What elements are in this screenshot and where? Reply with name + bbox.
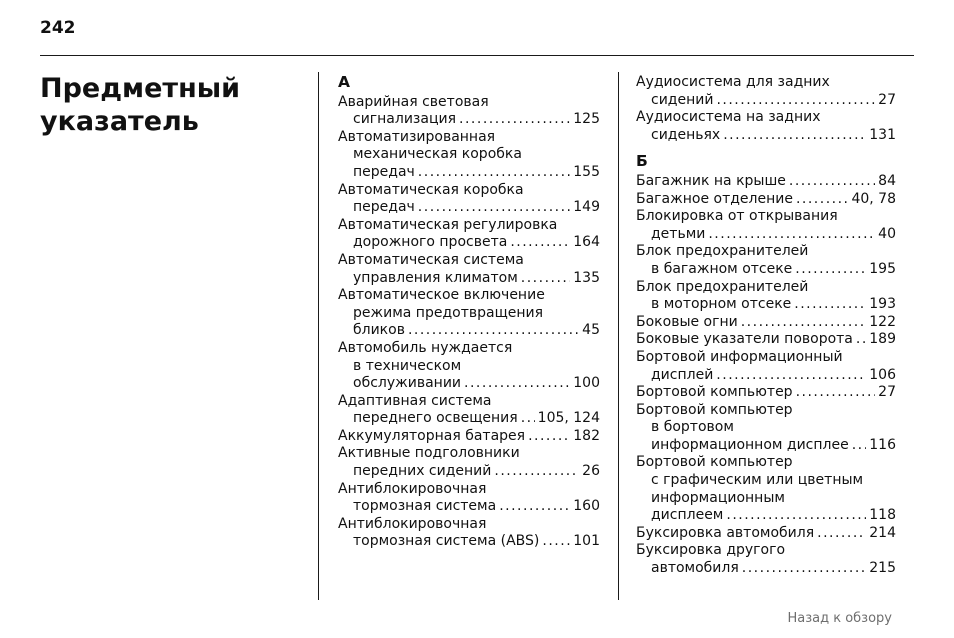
entry-page-ref: 84 xyxy=(878,172,896,189)
entry-leader-line xyxy=(636,525,896,543)
entry-page-ref: 182 xyxy=(573,427,600,444)
entry-page-ref: 164 xyxy=(573,234,600,251)
entry-text-line: Аварийная световая xyxy=(338,93,489,110)
entry-page-ref: 135 xyxy=(573,269,600,286)
index-entry xyxy=(636,525,896,543)
entry-page-ref: 193 xyxy=(869,296,896,313)
entry-text: сиденьях xyxy=(651,126,721,143)
entry-text: в багажном отсеке xyxy=(651,260,793,277)
dot-leader xyxy=(742,560,866,578)
dot-leader xyxy=(796,191,849,209)
entry-text-line: с графическим или цветным xyxy=(651,472,864,489)
entry-text: Багажник на крыше xyxy=(636,172,786,189)
index-entry xyxy=(338,481,600,516)
entry-leader-line xyxy=(338,533,600,551)
entry-page-ref: 195 xyxy=(869,260,896,277)
dot-leader xyxy=(494,463,579,481)
entry-page-ref: 26 xyxy=(582,463,600,480)
entry-text: Боковые огни xyxy=(636,313,738,330)
dot-leader xyxy=(741,314,867,332)
page-number: 242 xyxy=(40,18,76,38)
entry-page-ref: 101 xyxy=(573,533,600,550)
entry-page-ref: 215 xyxy=(869,560,896,577)
index-entry xyxy=(636,109,896,144)
entry-text-line: режима предотвращения xyxy=(353,304,544,321)
entry-page-ref: 105, 124 xyxy=(537,410,600,427)
index-entry xyxy=(636,173,896,191)
entry-leader-line xyxy=(338,375,600,393)
page-title: Предметный указатель xyxy=(40,73,241,137)
entry-text: тормозная система (ABS) xyxy=(353,533,540,550)
entry-text: передач xyxy=(353,199,415,216)
entry-text: переднего освещения xyxy=(353,410,518,427)
index-column-1 xyxy=(338,74,600,551)
index-entry xyxy=(338,428,600,446)
index-entry xyxy=(636,208,896,243)
entry-text-line: Антиблокировочная xyxy=(338,480,487,497)
entry-text: сидений xyxy=(651,91,714,108)
dot-leader xyxy=(726,507,866,525)
index-entry xyxy=(338,287,600,340)
entry-leader-line xyxy=(636,296,896,314)
entry-text-line: Аудиосистема для задних xyxy=(636,74,830,90)
entry-text: дисплей xyxy=(651,366,714,383)
index-entry xyxy=(636,191,896,209)
back-to-overview-link[interactable]: Назад к обзору xyxy=(787,611,892,626)
entry-leader-line xyxy=(338,199,600,217)
dot-leader xyxy=(716,367,866,385)
section-letter: А xyxy=(338,73,350,91)
index-entry xyxy=(338,217,600,252)
entry-leader-line xyxy=(338,498,600,516)
dot-leader xyxy=(418,164,570,182)
entry-text: передач xyxy=(353,163,415,180)
entry-text-line: в бортовом xyxy=(651,419,734,436)
dot-leader xyxy=(817,525,866,543)
dot-leader xyxy=(418,199,570,217)
entry-text-line: Автомобиль нуждается xyxy=(338,339,513,356)
index-entry xyxy=(338,393,600,428)
index-entry xyxy=(636,349,896,384)
dot-leader xyxy=(542,533,570,551)
entry-page-ref: 100 xyxy=(573,375,600,392)
entry-text: дорожного просвета xyxy=(353,234,508,251)
entry-text-line: информационным xyxy=(651,489,785,506)
entry-page-ref: 40, 78 xyxy=(851,190,896,207)
column-divider-2 xyxy=(618,72,619,600)
index-entry xyxy=(636,74,896,109)
header-rule xyxy=(40,55,914,56)
entry-leader-line xyxy=(636,437,896,455)
entry-page-ref: 27 xyxy=(878,384,896,401)
index-column-2 xyxy=(636,74,896,578)
dot-leader xyxy=(521,410,535,428)
entry-text: Аккумуляторная батарея xyxy=(338,427,526,444)
entry-leader-line xyxy=(636,226,896,244)
dot-leader xyxy=(499,498,570,516)
index-entry xyxy=(636,454,896,524)
index-entry xyxy=(338,252,600,287)
entry-leader-line xyxy=(338,463,600,481)
index-entry xyxy=(338,516,600,551)
dot-leader xyxy=(716,92,875,110)
entry-leader-line xyxy=(636,560,896,578)
entry-text-line: механическая коробка xyxy=(353,146,522,163)
entry-text: дисплеем xyxy=(651,507,724,524)
dot-leader xyxy=(528,428,570,446)
entry-text-line: Антиблокировочная xyxy=(338,515,487,532)
dot-leader xyxy=(521,270,570,288)
index-entry xyxy=(338,129,600,182)
entry-page-ref: 45 xyxy=(582,322,600,339)
entry-text: сигнализация xyxy=(353,111,457,128)
entry-leader-line xyxy=(636,331,896,349)
entry-page-ref: 27 xyxy=(878,91,896,108)
entry-page-ref: 125 xyxy=(573,111,600,128)
index-entry xyxy=(636,331,896,349)
entry-leader-line xyxy=(636,173,896,191)
entry-text-line: Автоматическая регулировка xyxy=(338,216,558,233)
entry-text-line: Автоматическая коробка xyxy=(338,181,524,198)
index-entry xyxy=(636,279,896,314)
entry-text-line: Активные подголовники xyxy=(338,445,520,462)
dot-leader xyxy=(408,322,579,340)
dot-leader xyxy=(789,173,875,191)
index-entry xyxy=(636,384,896,402)
entry-page-ref: 106 xyxy=(869,366,896,383)
entry-page-ref: 149 xyxy=(573,199,600,216)
entry-text: тормозная система xyxy=(353,498,497,515)
entry-leader-line xyxy=(338,270,600,288)
entry-page-ref: 122 xyxy=(869,313,896,330)
entry-text: в моторном отсеке xyxy=(651,296,792,313)
entry-text: Бортовой компьютер xyxy=(636,384,793,401)
entry-leader-line xyxy=(636,191,896,209)
entry-leader-line xyxy=(338,428,600,446)
entry-text-line: Буксировка другого xyxy=(636,542,786,559)
entry-leader-line xyxy=(636,314,896,332)
entry-page-ref: 116 xyxy=(869,436,896,453)
entry-text-line: Блок предохранителей xyxy=(636,278,809,295)
entry-leader-line xyxy=(636,507,896,525)
entry-text-line: Бортовой информационный xyxy=(636,348,843,365)
dot-leader xyxy=(796,384,876,402)
entry-text-line: Автоматическая система xyxy=(338,251,524,268)
entry-page-ref: 160 xyxy=(573,498,600,515)
entry-leader-line xyxy=(636,92,896,110)
index-entry xyxy=(636,542,896,577)
entry-text: бликов xyxy=(353,322,405,339)
entry-text-line: Блокировка от открывания xyxy=(636,208,838,225)
column-divider-1 xyxy=(318,72,319,600)
entry-text: передних сидений xyxy=(353,463,492,480)
index-entry xyxy=(636,243,896,278)
entry-text-line: Аудиосистема на задних xyxy=(636,109,821,126)
entry-text: обслуживании xyxy=(353,375,462,392)
entry-text: Буксировка автомобиля xyxy=(636,524,815,541)
entry-page-ref: 214 xyxy=(869,524,896,541)
entry-leader-line xyxy=(636,367,896,385)
dot-leader xyxy=(708,226,875,244)
entry-leader-line xyxy=(338,410,600,428)
dot-leader xyxy=(794,296,866,314)
entry-text: автомобиля xyxy=(651,560,739,577)
dot-leader xyxy=(723,127,866,145)
entry-text-line: в техническом xyxy=(353,357,462,374)
entry-text: управления климатом xyxy=(353,269,518,286)
entry-text: Боковые указатели поворота xyxy=(636,331,853,348)
dot-leader xyxy=(510,234,570,252)
entry-leader-line xyxy=(636,127,896,145)
index-entry xyxy=(338,445,600,480)
dot-leader xyxy=(852,437,867,455)
entry-page-ref: 118 xyxy=(869,507,896,524)
dot-leader xyxy=(795,261,866,279)
section-letter: Б xyxy=(636,152,648,171)
entry-leader-line xyxy=(636,261,896,279)
index-entry xyxy=(636,314,896,332)
entry-text: информационном дисплее xyxy=(651,436,849,453)
entry-text-line: Бортовой компьютер xyxy=(636,401,793,418)
entry-text: детьми xyxy=(651,225,706,242)
entry-leader-line xyxy=(636,384,896,402)
entry-leader-line xyxy=(338,111,600,129)
entry-leader-line xyxy=(338,234,600,252)
entry-text-line: Бортовой компьютер xyxy=(636,454,793,471)
entry-page-ref: 40 xyxy=(878,225,896,242)
entry-page-ref: 131 xyxy=(869,126,896,143)
entry-leader-line xyxy=(338,322,600,340)
index-entry xyxy=(338,340,600,393)
entry-leader-line xyxy=(338,164,600,182)
entry-text-line: Адаптивная система xyxy=(338,392,492,409)
dot-leader xyxy=(856,331,866,349)
dot-leader xyxy=(464,375,570,393)
entry-text-line: Блок предохранителей xyxy=(636,243,809,260)
index-entry xyxy=(338,182,600,217)
dot-leader xyxy=(459,111,570,129)
entry-page-ref: 189 xyxy=(869,331,896,348)
entry-text-line: Автоматическое включение xyxy=(338,287,545,304)
entry-text: Багажное отделение xyxy=(636,190,793,207)
index-entry xyxy=(338,94,600,129)
index-entry xyxy=(636,402,896,455)
entry-text-line: Автоматизированная xyxy=(338,128,496,145)
entry-page-ref: 155 xyxy=(573,163,600,180)
